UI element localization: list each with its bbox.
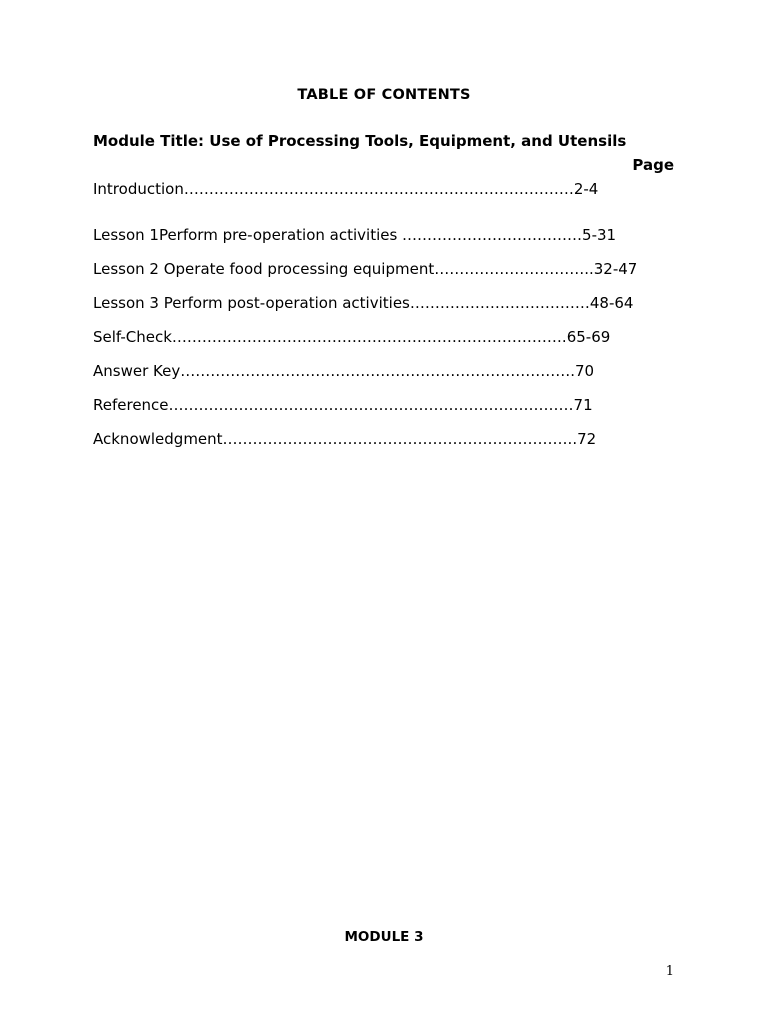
toc-entry-acknowledgment: Acknowledgment……………………………………………………………..72 bbox=[93, 430, 597, 448]
toc-entry-introduction: Introduction……………………………………………………………………2-4 bbox=[93, 180, 599, 198]
module-title: Module Title: Use of Processing Tools, Equipment, and Utensils bbox=[93, 132, 627, 150]
page-column-label: Page bbox=[632, 156, 674, 174]
footer-module-label: MODULE 3 bbox=[344, 929, 424, 945]
toc-entry-lesson-2: Lesson 2 Operate food processing equipment…………………………..32-47 bbox=[93, 260, 638, 278]
toc-entry-lesson-3: Lesson 3 Perform post-operation activities………………………………48-64 bbox=[93, 294, 634, 312]
toc-entry-reference: Reference………………………………………………………………………71 bbox=[93, 396, 593, 414]
toc-entry-answer-key: Answer Key…………………………………………………………………….70 bbox=[93, 362, 595, 380]
page-number: 1 bbox=[665, 964, 674, 979]
toc-entry-lesson-1: Lesson 1Perform pre-operation activities ………………………………5-31 bbox=[93, 226, 617, 244]
toc-heading: TABLE OF CONTENTS bbox=[297, 87, 471, 103]
toc-entry-self-check: Self-Check…………………………………………………………………….65-69 bbox=[93, 328, 611, 346]
